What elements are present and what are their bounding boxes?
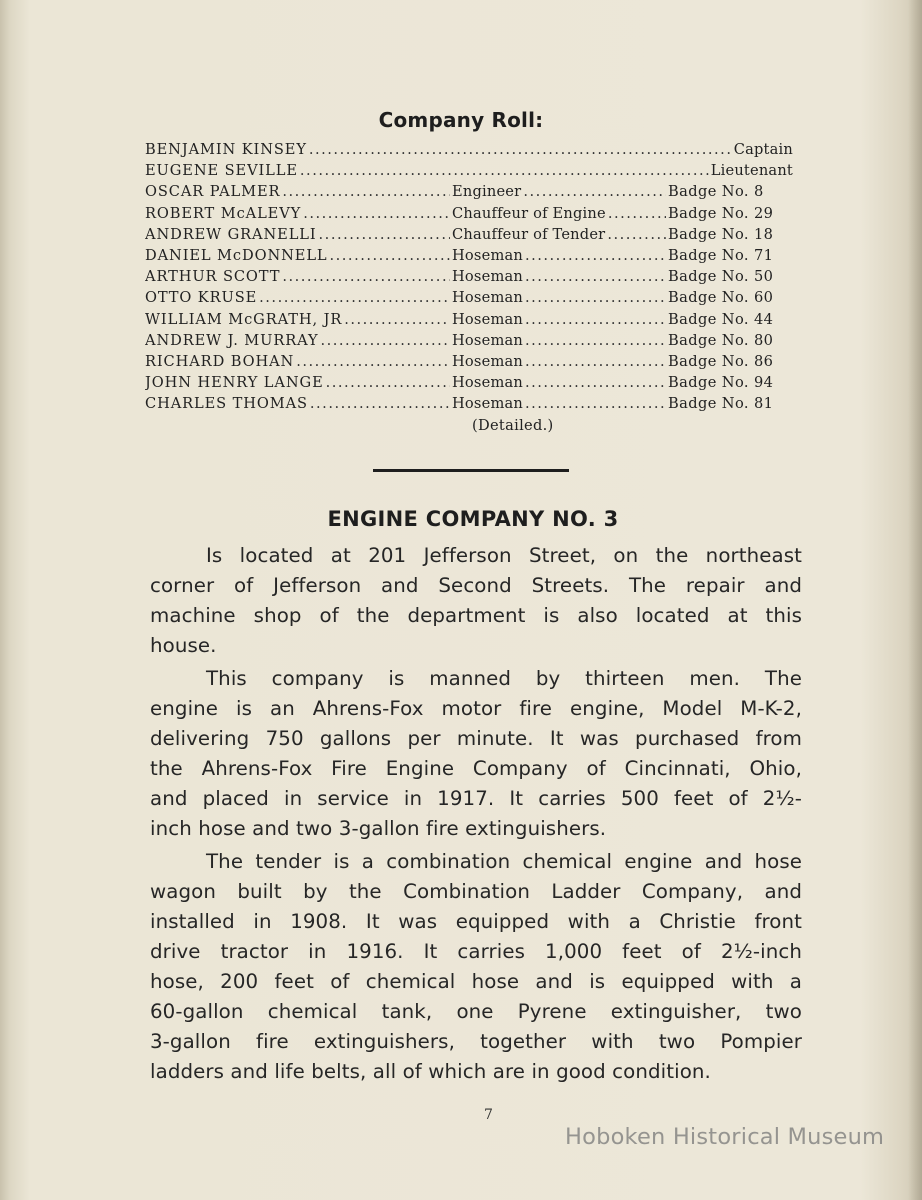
section-divider xyxy=(373,469,569,472)
leader-dots xyxy=(282,183,450,200)
leader-dots xyxy=(259,289,450,306)
member-name-cell xyxy=(145,289,452,306)
member-role-cell xyxy=(452,332,668,349)
member-name-cell xyxy=(145,268,452,285)
member-role-cell xyxy=(452,247,668,264)
leader-dots xyxy=(525,374,666,391)
member-name: ROBERT McALEVY xyxy=(145,204,302,222)
member-role-cell xyxy=(452,205,668,222)
member-role-cell xyxy=(452,353,668,370)
member-name-cell xyxy=(145,395,452,412)
body-line: installed in 1908. It was equipped with a Christie front xyxy=(150,910,802,933)
member-row xyxy=(145,183,793,204)
watermark-text: Hoboken Historical Museum xyxy=(565,1124,885,1150)
member-name: ARTHUR SCOTT xyxy=(145,268,281,286)
member-badge: Badge No. 81 xyxy=(668,395,774,413)
leader-dots xyxy=(300,162,709,179)
member-row xyxy=(145,289,793,310)
member-role-cell xyxy=(452,395,668,412)
member-role: Hoseman xyxy=(452,352,523,370)
officer-name: EUGENE SEVILLE xyxy=(145,162,298,180)
member-name-cell xyxy=(145,205,452,222)
company-roll-heading: Company Roll: xyxy=(378,108,544,132)
page-number: 7 xyxy=(484,1107,493,1123)
member-role: Hoseman xyxy=(452,246,523,264)
body-line: house. xyxy=(150,634,217,657)
section-title: ENGINE COMPANY NO. 3 xyxy=(327,507,619,531)
leader-dots xyxy=(309,141,732,158)
leader-dots xyxy=(525,268,666,285)
member-name-cell xyxy=(145,183,452,200)
page-spine-shadow xyxy=(908,0,922,1200)
member-row xyxy=(145,247,793,268)
section-body xyxy=(150,541,802,1087)
member-badge: Badge No. 8 xyxy=(668,183,764,201)
member-name-cell xyxy=(145,226,452,243)
member-name: RICHARD BOHAN xyxy=(145,352,295,370)
leader-dots xyxy=(525,395,666,412)
body-line: machine shop of the department is also located at this xyxy=(150,604,802,627)
body-line: engine is an Ahrens-Fox motor fire engine, Model M-K-2, xyxy=(150,697,802,720)
body-paragraph xyxy=(150,541,802,661)
member-role: Hoseman xyxy=(452,289,523,307)
leader-dots xyxy=(608,205,666,222)
member-row xyxy=(145,205,793,226)
member-role-cell xyxy=(452,268,668,285)
member-role: Hoseman xyxy=(452,310,523,328)
member-name-cell xyxy=(145,353,452,370)
member-role: Hoseman xyxy=(452,268,523,286)
body-line: inch hose and two 3-gallon fire extinguishers. xyxy=(150,817,607,840)
member-badge: Badge No. 29 xyxy=(668,204,774,222)
leader-dots xyxy=(607,226,666,243)
member-name: JOHN HENRY LANGE xyxy=(145,374,324,392)
member-name: OTTO KRUSE xyxy=(145,289,258,307)
leader-dots xyxy=(319,226,450,243)
member-badge: Badge No. 86 xyxy=(668,352,774,370)
officer-rank: Lieutenant xyxy=(710,162,793,180)
member-role: Engineer xyxy=(452,183,522,201)
member-name: ANDREW GRANELLI xyxy=(145,225,317,243)
member-name: OSCAR PALMER xyxy=(145,183,281,201)
leader-dots xyxy=(310,395,450,412)
body-line: hose, 200 feet of chemical hose and is equipped with a xyxy=(150,970,802,993)
member-row xyxy=(145,353,793,374)
member-role-cell xyxy=(452,289,668,306)
member-name: DANIEL McDONNELL xyxy=(145,246,328,264)
member-name-cell xyxy=(145,247,452,264)
leader-dots xyxy=(282,268,450,285)
member-row xyxy=(145,374,793,395)
member-badge: Badge No. 80 xyxy=(668,331,774,349)
member-name: WILLIAM McGRATH, JR xyxy=(145,310,343,328)
body-line: The tender is a combination chemical engine and hose xyxy=(206,850,802,873)
body-paragraph xyxy=(150,664,802,844)
body-line: Is located at 201 Jefferson Street, on the northeast xyxy=(206,544,802,567)
officer-rank: Captain xyxy=(733,141,793,158)
member-badge: Badge No. 71 xyxy=(668,246,774,264)
leader-dots xyxy=(523,183,666,200)
member-role-cell xyxy=(452,374,668,391)
officer-row xyxy=(145,141,793,162)
leader-dots xyxy=(326,374,450,391)
member-name-cell xyxy=(145,332,452,349)
member-role: Hoseman xyxy=(452,395,523,413)
leader-dots xyxy=(296,353,450,370)
body-line: 3-gallon fire extinguishers, together with two Pompier xyxy=(150,1030,802,1053)
member-name-cell xyxy=(145,311,452,328)
leader-dots xyxy=(525,311,666,328)
member-role: Chauffeur of Engine xyxy=(452,204,606,222)
officer-row xyxy=(145,162,793,183)
member-role-cell xyxy=(452,311,668,328)
member-role-cell xyxy=(452,226,668,243)
body-line: and placed in service in 1917. It carries 500 feet of 2½- xyxy=(150,787,802,810)
body-line: 60-gallon chemical tank, one Pyrene extinguisher, two xyxy=(150,1000,802,1023)
body-paragraph xyxy=(150,847,802,1087)
company-roll-list xyxy=(145,141,793,416)
leader-dots xyxy=(330,247,450,264)
body-line: corner of Jefferson and Second Streets. The repair and xyxy=(150,574,802,597)
leader-dots xyxy=(525,332,666,349)
member-badge: Badge No. 60 xyxy=(668,289,774,307)
member-badge: Badge No. 18 xyxy=(668,225,774,243)
member-role: Hoseman xyxy=(452,331,523,349)
member-badge: Badge No. 94 xyxy=(668,374,774,392)
member-name: ANDREW J. MURRAY xyxy=(145,331,319,349)
member-name: CHARLES THOMAS xyxy=(145,395,308,413)
body-line: ladders and life belts, all of which are in good condition. xyxy=(150,1060,711,1083)
body-line: This company is manned by thirteen men. The xyxy=(206,667,802,690)
member-row xyxy=(145,226,793,247)
body-line: delivering 750 gallons per minute. It was purchased from xyxy=(150,727,802,750)
member-row xyxy=(145,332,793,353)
officer-name: BENJAMIN KINSEY xyxy=(145,141,307,158)
member-row xyxy=(145,268,793,289)
body-line: wagon built by the Combination Ladder Company, and xyxy=(150,880,802,903)
member-role: Hoseman xyxy=(452,374,523,392)
member-badge: Badge No. 44 xyxy=(668,310,774,328)
member-name-cell xyxy=(145,374,452,391)
leader-dots xyxy=(320,332,450,349)
member-badge: Badge No. 50 xyxy=(668,268,774,286)
member-row xyxy=(145,311,793,332)
member-role-cell xyxy=(452,183,668,200)
member-role: Chauffeur of Tender xyxy=(452,225,606,243)
leader-dots xyxy=(344,311,450,328)
body-line: drive tractor in 1916. It carries 1,000 feet of 2½-inch xyxy=(150,940,802,963)
leader-dots xyxy=(525,289,666,306)
leader-dots xyxy=(525,247,666,264)
detailed-note: (Detailed.) xyxy=(472,417,554,434)
body-line: the Ahrens-Fox Fire Engine Company of Cincinnati, Ohio, xyxy=(150,757,802,780)
member-row xyxy=(145,395,793,416)
leader-dots xyxy=(525,353,666,370)
leader-dots xyxy=(303,205,450,222)
